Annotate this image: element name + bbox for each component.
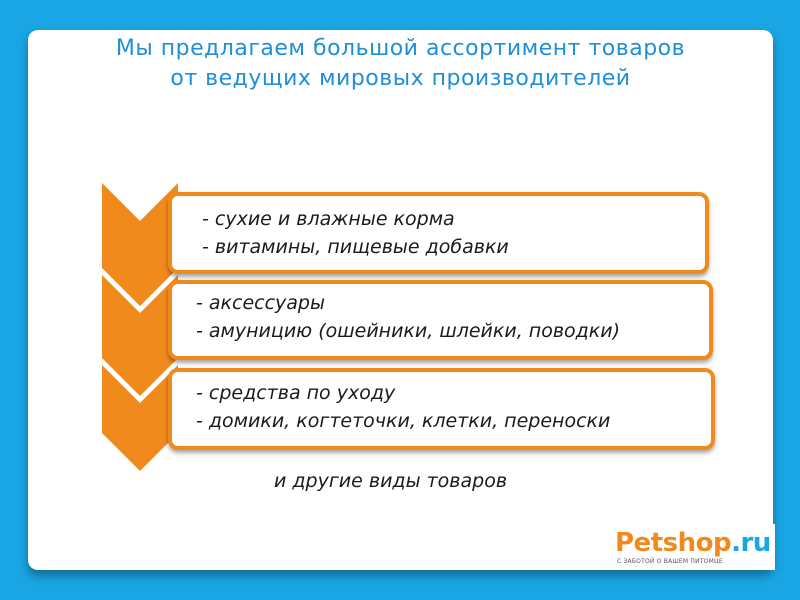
- slide-title: [28, 34, 773, 94]
- category-box-1: [168, 192, 709, 274]
- logo-part-3: .ru: [731, 528, 771, 558]
- category-3-line-2: - домики, когтеточки, клетки, переноски: [196, 410, 611, 432]
- category-box-3: [168, 368, 715, 450]
- category-1-line-2: - витамины, пищевые добавки: [202, 236, 509, 258]
- category-1-line-1: - сухие и влажные корма: [202, 208, 455, 230]
- logo-part-2: hop: [677, 528, 732, 558]
- other-products-text: и другие виды товаров: [274, 470, 508, 492]
- title-line-2: от ведущих мировых производителей: [170, 66, 631, 91]
- category-2-line-2: - амуницию (ошейники, шлейки, поводки): [196, 320, 621, 342]
- title-line-1: Мы предлагаем большой ассортимент товаров: [115, 36, 686, 61]
- logo-wordmark: [615, 528, 771, 558]
- category-2-line-1: - аксессуары: [196, 292, 325, 314]
- category-box-2: [168, 280, 713, 360]
- chevron-arrows: [102, 183, 178, 473]
- logo-tagline: С ЗАБОТОЙ О ВАШЕМ ПИТОМЦЕ: [617, 558, 723, 565]
- petshop-logo: [609, 524, 775, 570]
- logo-part-1: Pets: [615, 528, 678, 558]
- category-3-line-1: - средства по уходу: [196, 382, 396, 404]
